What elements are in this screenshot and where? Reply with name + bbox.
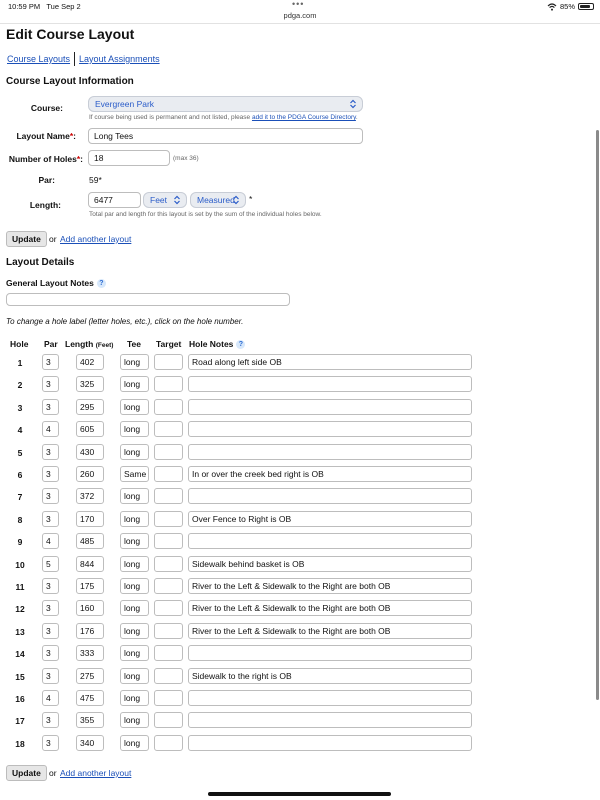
par-input[interactable]: 3 — [42, 623, 59, 639]
length-label: Length: — [29, 200, 61, 210]
hole-notes-input[interactable] — [188, 376, 472, 392]
target-input[interactable] — [154, 600, 183, 616]
length-input[interactable]: 275 — [76, 668, 104, 684]
hole-number[interactable]: 11 — [15, 582, 25, 592]
tee-input[interactable]: long — [120, 354, 149, 370]
hole-number[interactable]: 16 — [15, 694, 25, 704]
table-row — [0, 690, 600, 710]
table-row — [0, 600, 600, 620]
length-note: Total par and length for this layout is set by the sum of the individual holes below. — [89, 211, 322, 218]
page-title: Edit Course Layout — [6, 26, 135, 42]
status-time: 10:59 PM Tue Sep 2 — [8, 2, 81, 11]
hole-notes-input[interactable] — [188, 690, 472, 706]
tee-input[interactable]: long — [120, 444, 149, 460]
measure-method-value: Measured — [197, 195, 235, 205]
tee-input[interactable]: long — [120, 600, 149, 616]
par-input[interactable]: 3 — [42, 354, 59, 370]
chevron-updown-icon — [231, 195, 241, 205]
par-value: 59* — [89, 175, 102, 185]
more-dots-icon[interactable]: ••• — [292, 0, 305, 9]
hole-number[interactable]: 10 — [15, 560, 25, 570]
tee-input[interactable]: long — [120, 488, 149, 504]
hole-notes-input[interactable]: River to the Left & Sidewalk to the Right are both OB — [188, 578, 472, 594]
hole-label-hint: To change a hole label (letter holes, etc.), click on the hole number. — [6, 317, 244, 326]
par-input[interactable]: 3 — [42, 376, 59, 392]
status-indicators — [547, 2, 594, 11]
par-input[interactable]: 3 — [42, 712, 59, 728]
target-input[interactable] — [154, 421, 183, 437]
table-row — [0, 712, 600, 732]
scrollbar[interactable] — [596, 130, 599, 700]
divider — [0, 23, 600, 24]
length-input[interactable]: 325 — [76, 376, 104, 392]
hole-notes-input[interactable]: River to the Left & Sidewalk to the Right are both OB — [188, 623, 472, 639]
url-bar[interactable]: pdga.com — [283, 11, 317, 20]
hole-number[interactable]: 18 — [15, 739, 25, 749]
hole-number[interactable]: 14 — [15, 649, 25, 659]
length-input[interactable]: 333 — [76, 645, 104, 661]
add-another-layout-link[interactable]: Add another layout — [60, 768, 132, 778]
par-input[interactable]: 3 — [42, 735, 59, 751]
add-another-layout-link[interactable]: Add another layout — [60, 234, 132, 244]
table-row — [0, 488, 600, 508]
par-input[interactable]: 3 — [42, 578, 59, 594]
table-row — [0, 376, 600, 396]
hole-notes-input[interactable]: Sidewalk to the right is OB — [188, 668, 472, 684]
tee-input[interactable]: long — [120, 578, 149, 594]
hole-notes-input[interactable]: River to the Left & Sidewalk to the Right are both OB — [188, 600, 472, 616]
length-input[interactable]: 372 — [76, 488, 104, 504]
length-star: * — [249, 194, 253, 204]
table-row — [0, 466, 600, 486]
table-row — [0, 444, 600, 464]
help-icon[interactable]: ? — [236, 340, 245, 349]
target-input[interactable] — [154, 399, 183, 415]
course-select-value: Evergreen Park — [95, 99, 155, 109]
hole-number[interactable]: 4 — [17, 425, 23, 435]
hole-notes-input[interactable]: Sidewalk behind basket is OB — [188, 556, 472, 572]
layout-assignments-link[interactable]: Layout Assignments — [79, 54, 160, 64]
tee-input[interactable]: long — [120, 556, 149, 572]
wifi-icon — [547, 3, 557, 11]
hole-number[interactable]: 7 — [17, 492, 23, 502]
tee-input[interactable]: long — [120, 645, 149, 661]
length-input[interactable]: 340 — [76, 735, 104, 751]
hole-notes-input[interactable] — [188, 444, 472, 460]
par-input[interactable]: 3 — [42, 466, 59, 482]
layout-name-label: Layout Name*: — [16, 131, 76, 141]
course-note: If course being used is permanent and not listed, please add it to the PDGA Course Directory. — [89, 114, 358, 121]
course-label: Course: — [30, 103, 63, 113]
tee-input[interactable]: long — [120, 533, 149, 549]
target-input[interactable] — [154, 488, 183, 504]
target-input[interactable] — [154, 735, 183, 751]
length-input[interactable]: 260 — [76, 466, 104, 482]
length-input[interactable]: 175 — [76, 578, 104, 594]
header-target: Target — [156, 339, 182, 349]
hole-number[interactable]: 15 — [15, 672, 25, 682]
divider — [74, 52, 75, 66]
layout-details-heading: Layout Details — [6, 257, 75, 268]
update-button[interactable]: Update — [6, 765, 47, 781]
hole-number[interactable]: 6 — [17, 470, 23, 480]
target-input[interactable] — [154, 466, 183, 482]
length-input[interactable]: 176 — [76, 623, 104, 639]
help-icon[interactable]: ? — [97, 279, 106, 288]
par-input[interactable]: 3 — [42, 488, 59, 504]
tee-input[interactable]: long — [120, 399, 149, 415]
course-select[interactable] — [88, 96, 363, 112]
table-row — [0, 399, 600, 419]
table-row — [0, 645, 600, 665]
par-input[interactable]: 4 — [42, 533, 59, 549]
length-unit-value: Feet — [150, 195, 168, 205]
layout-nav — [7, 52, 160, 66]
hole-notes-input[interactable]: In or over the creek bed right is OB — [188, 466, 472, 482]
target-input[interactable] — [154, 623, 183, 639]
tee-input[interactable]: long — [120, 712, 149, 728]
length-input[interactable]: 6477 — [88, 192, 141, 208]
length-input[interactable]: 485 — [76, 533, 104, 549]
hole-number[interactable]: 13 — [15, 627, 25, 637]
tee-input[interactable]: Sam⁠e — [120, 466, 149, 482]
tee-input[interactable]: long — [120, 623, 149, 639]
table-row — [0, 354, 600, 374]
battery-percent: 85% — [559, 2, 575, 11]
table-row — [0, 511, 600, 531]
hole-number[interactable]: 2 — [17, 380, 23, 390]
tee-input[interactable]: long — [120, 376, 149, 392]
hole-notes-input[interactable]: Road along left side OB — [188, 354, 472, 370]
table-row — [0, 556, 600, 576]
hole-notes-input[interactable]: Over Fence to Right is OB — [188, 511, 472, 527]
header-hole: Hole — [10, 339, 29, 349]
par-input[interactable]: 3 — [42, 600, 59, 616]
table-row — [0, 578, 600, 598]
target-input[interactable] — [154, 668, 183, 684]
hole-number[interactable]: 9 — [17, 537, 23, 547]
hole-number[interactable]: 17 — [15, 716, 25, 726]
holes-max-note: (max 36) — [173, 155, 199, 162]
length-unit-select[interactable] — [143, 192, 187, 208]
par-input[interactable]: 3 — [42, 444, 59, 460]
battery-icon — [578, 3, 594, 10]
hole-number[interactable]: 1 — [17, 358, 23, 368]
chevron-updown-icon — [172, 195, 182, 205]
par-input[interactable]: 4 — [42, 690, 59, 706]
length-input[interactable]: 295 — [76, 399, 104, 415]
target-input[interactable] — [154, 556, 183, 572]
target-input[interactable] — [154, 712, 183, 728]
table-row — [0, 623, 600, 643]
hole-notes-input[interactable] — [188, 712, 472, 728]
measure-method-select[interactable] — [190, 192, 246, 208]
length-input[interactable]: 605 — [76, 421, 104, 437]
hole-notes-input[interactable] — [188, 399, 472, 415]
general-layout-notes-label: General Layout Notes ? — [6, 278, 106, 288]
hole-number[interactable]: 8 — [17, 515, 23, 525]
hole-number[interactable]: 12 — [15, 604, 25, 614]
or-text: or — [49, 234, 57, 244]
layout-name-input[interactable]: Long Tees — [88, 128, 363, 144]
hole-notes-input[interactable] — [188, 421, 472, 437]
hole-number[interactable]: 5 — [17, 448, 23, 458]
length-input[interactable]: 170 — [76, 511, 104, 527]
length-input[interactable]: 430 — [76, 444, 104, 460]
battery-fill — [580, 5, 590, 8]
hole-notes-input[interactable] — [188, 488, 472, 504]
update-button[interactable]: Update — [6, 231, 47, 247]
tee-input[interactable]: long — [120, 511, 149, 527]
table-row — [0, 668, 600, 688]
tee-input[interactable]: long — [120, 735, 149, 751]
hole-notes-input[interactable] — [188, 735, 472, 751]
hole-notes-input[interactable] — [188, 533, 472, 549]
length-input[interactable]: 844 — [76, 556, 104, 572]
target-input[interactable] — [154, 354, 183, 370]
par-input[interactable]: 3 — [42, 511, 59, 527]
header-par: Par — [44, 339, 58, 349]
length-input[interactable]: 355 — [76, 712, 104, 728]
header-hole-notes: Hole Notes ? — [189, 339, 245, 349]
target-input[interactable] — [154, 645, 183, 661]
header-length: Length (Feet) — [65, 339, 114, 349]
target-input[interactable] — [154, 533, 183, 549]
hole-notes-input[interactable] — [188, 645, 472, 661]
par-input[interactable]: 4 — [42, 421, 59, 437]
hole-number[interactable]: 3 — [17, 403, 23, 413]
or-text: or — [49, 768, 57, 778]
par-input[interactable]: 3 — [42, 645, 59, 661]
general-layout-notes-input[interactable] — [6, 293, 290, 306]
target-input[interactable] — [154, 376, 183, 392]
table-row — [0, 421, 600, 441]
table-row — [0, 533, 600, 553]
table-row — [0, 735, 600, 755]
par-input[interactable]: 3 — [42, 399, 59, 415]
header-tee: Tee — [127, 339, 142, 349]
target-input[interactable] — [154, 578, 183, 594]
par-input[interactable]: 5 — [42, 556, 59, 572]
tee-input[interactable]: long — [120, 421, 149, 437]
chevron-updown-icon — [348, 99, 358, 109]
target-input[interactable] — [154, 444, 183, 460]
target-input[interactable] — [154, 511, 183, 527]
add-course-directory-link[interactable]: add it to the PDGA Course Directory — [251, 114, 356, 121]
par-label: Par: — [38, 175, 55, 185]
course-layout-info-heading: Course Layout Information — [6, 76, 134, 87]
par-input[interactable]: 3 — [42, 668, 59, 684]
number-of-holes-input[interactable]: 18 — [88, 150, 170, 166]
target-input[interactable] — [154, 690, 183, 706]
course-layouts-link[interactable]: Course Layouts — [7, 54, 71, 64]
length-input[interactable]: 475 — [76, 690, 104, 706]
tee-input[interactable]: long — [120, 668, 149, 684]
home-indicator[interactable] — [208, 792, 391, 796]
number-of-holes-label: Number of Holes*: — [8, 154, 83, 164]
length-input[interactable]: 402 — [76, 354, 104, 370]
tee-input[interactable]: long — [120, 690, 149, 706]
length-input[interactable]: 160 — [76, 600, 104, 616]
